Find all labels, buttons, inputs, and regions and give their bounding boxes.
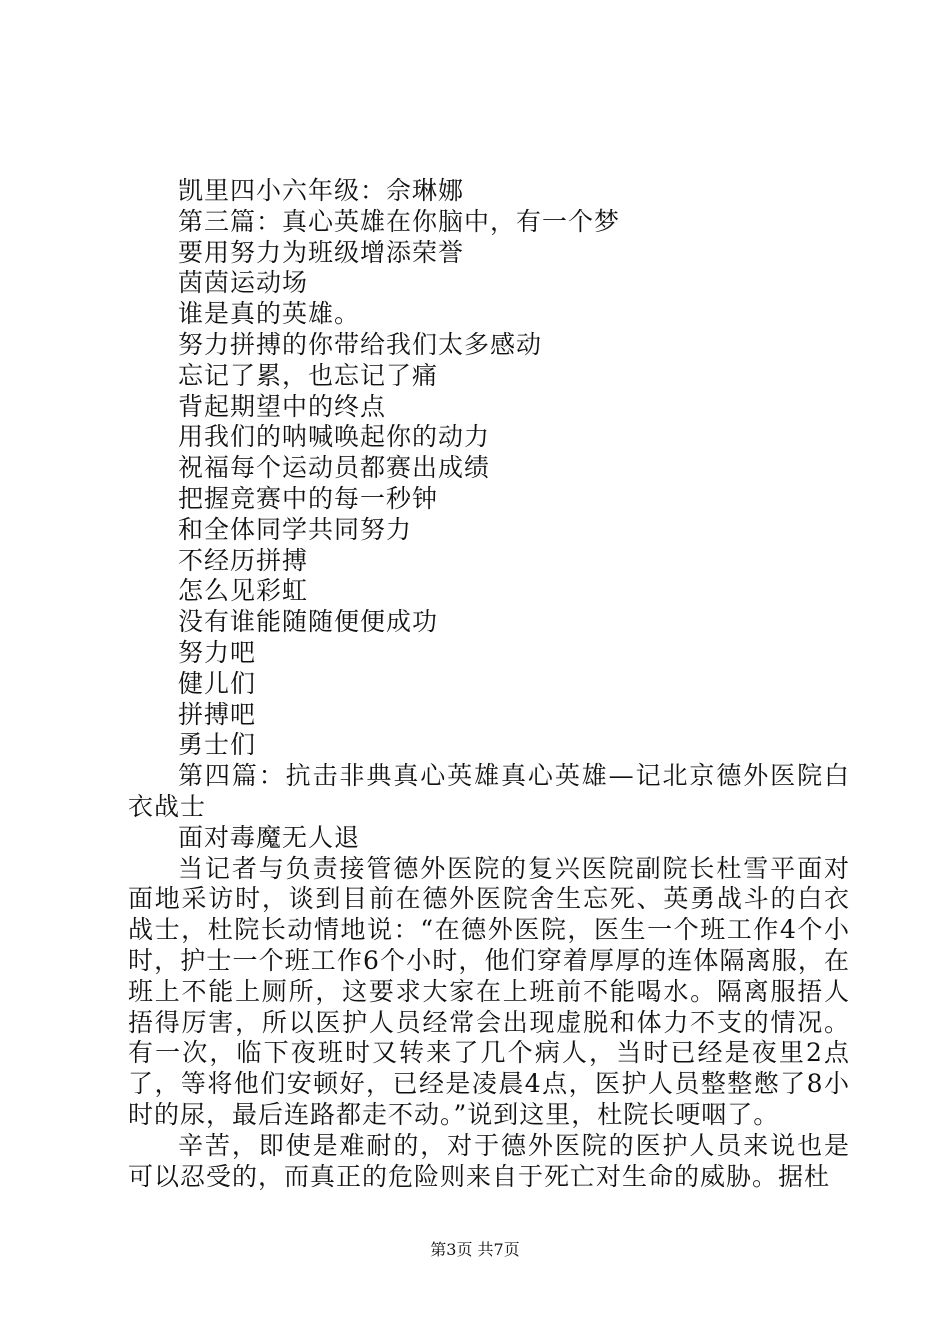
text-line: 健儿们 — [178, 668, 257, 698]
text-line: 用我们的呐喊唤起你的动力 — [178, 422, 491, 452]
text-line: 没有谁能随随便便成功 — [178, 607, 439, 637]
text-line: 要用努力为班级增添荣誉 — [178, 237, 465, 267]
text-line: 背起期望中的终点 — [178, 391, 387, 421]
section-heading: 第三篇：真心英雄在你脑中，有一个梦 — [178, 206, 621, 236]
text-line: 谁是真的英雄。 — [178, 299, 361, 329]
section-heading: 第四篇：抗击非典真心英雄真心英雄—记北京德外医院白衣战士 — [128, 761, 850, 821]
text-line: 努力吧 — [178, 637, 257, 667]
page-footer: 第3页 共7页 — [430, 1240, 520, 1259]
text-line: 和全体同学共同努力 — [178, 514, 413, 544]
text-line: 不经历拼搏 — [178, 545, 309, 575]
text-line: 努力拼搏的你带给我们太多感动 — [178, 329, 543, 359]
text-line: 凯里四小六年级：佘琳娜 — [178, 176, 465, 205]
text-line: 祝福每个运动员都赛出成绩 — [178, 453, 491, 483]
text-line: 怎么见彩虹 — [178, 576, 309, 606]
text-line: 拼搏吧 — [178, 699, 257, 729]
text-line: 茵茵运动场 — [178, 268, 309, 298]
section-subtitle: 面对毒魔无人退 — [178, 822, 361, 852]
body-paragraph: 当记者与负责接管德外医院的复兴医院副院长杜雪平面对面地采访时，谈到目前在德外医院舍生忘死、英勇战斗的白衣战士，杜院长动情地说：“在德外医院，医生一个班工作4个小时，护士一个班工作6个小时，他们穿着厚厚的连体隔离服，在班上不能上厕所，这要求大家在上班前不能喝水。隔离服捂人捂得厉害，所以医护人员经常会出现虚脱和体力不支的情况。有一次，临下夜班时又转来了几个病人，当时已经是夜里2点了，等将他们安顿好，已经是凌晨4点，医护人员整整憋了8小时的尿，最后连路都走不动。”说到这里，杜院长哽咽了。 — [128, 853, 850, 1129]
text-line: 把握竞赛中的每一秒钟 — [178, 483, 439, 513]
text-line: 忘记了累，也忘记了痛 — [178, 360, 439, 390]
body-paragraph: 辛苦，即使是难耐的，对于德外医院的医护人员来说也是可以忍受的，而真正的危险则来自于死亡对生命的威胁。据杜 — [128, 1130, 850, 1191]
text-line: 勇士们 — [178, 730, 257, 760]
document-body — [128, 176, 850, 1192]
